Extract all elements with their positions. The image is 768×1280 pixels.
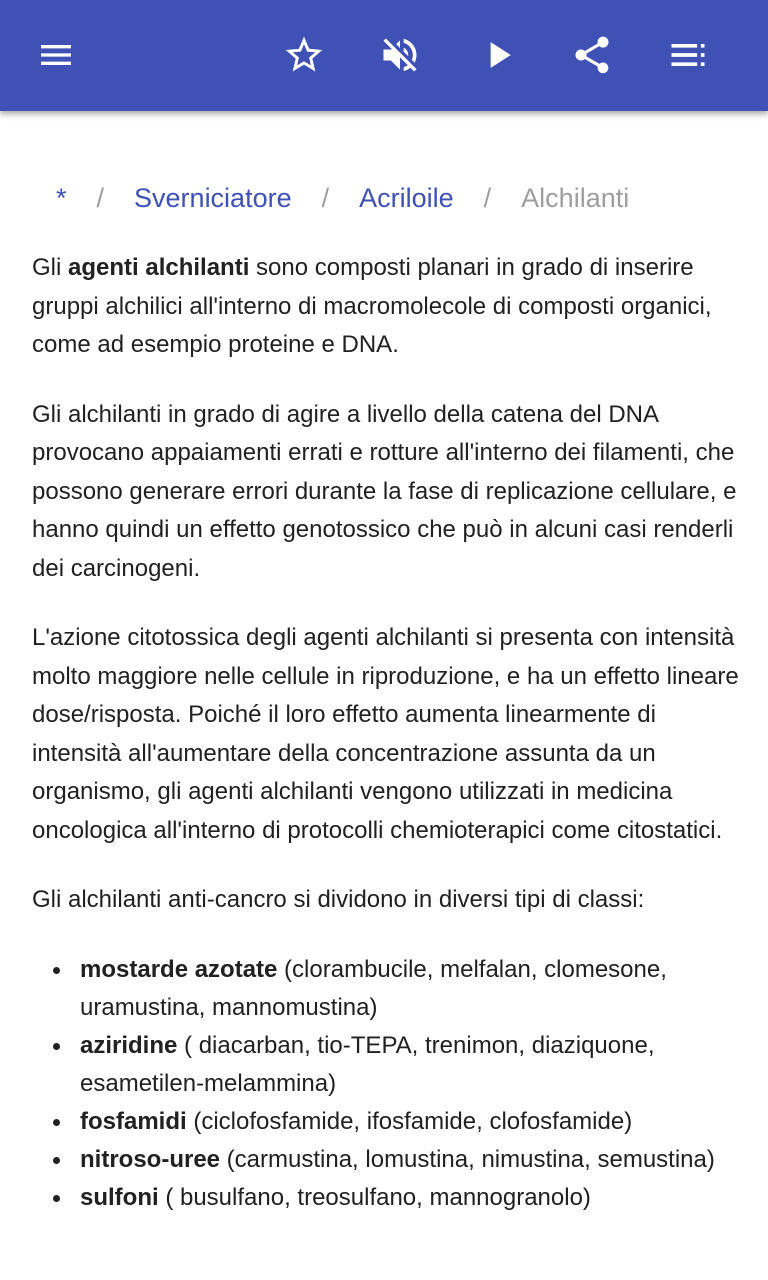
intro-bold-term: agenti alchilanti xyxy=(68,254,250,281)
article-content xyxy=(32,111,744,1280)
intro-paragraph xyxy=(32,249,744,365)
class-examples: ( busulfano, treosulfano, mannogranolo) xyxy=(158,1183,591,1211)
class-examples: ( diacarban, tio-TEPA, trenimon, diaziquone, esametilen-melammina) xyxy=(80,1031,655,1097)
mute-button[interactable] xyxy=(368,23,432,87)
class-name: mostarde azotate xyxy=(80,955,278,983)
play-button[interactable] xyxy=(466,23,530,87)
share-icon xyxy=(570,33,614,77)
menu-icon xyxy=(36,35,76,75)
favorite-button[interactable] xyxy=(272,23,336,87)
class-name: nitroso-uree xyxy=(80,1145,221,1173)
list-item xyxy=(80,1027,744,1103)
list-item xyxy=(80,1179,744,1217)
menu-button[interactable] xyxy=(24,23,88,87)
app-toolbar xyxy=(0,0,768,111)
intro-pre: Gli xyxy=(32,254,68,281)
breadcrumb-separator: / xyxy=(321,183,330,213)
list-icon xyxy=(666,33,710,77)
class-name: aziridine xyxy=(80,1031,178,1059)
breadcrumb-separator: / xyxy=(483,183,492,213)
star-icon xyxy=(282,33,326,77)
list-item xyxy=(80,951,744,1027)
list-item xyxy=(80,1141,744,1179)
class-examples: (clorambucile, melfalan, clomesone, uramustina, mannomustina) xyxy=(80,955,667,1021)
class-name: sulfoni xyxy=(80,1183,159,1211)
breadcrumb-link-acriloile[interactable]: Acriloile xyxy=(359,183,454,213)
list-button[interactable] xyxy=(656,23,720,87)
play-icon xyxy=(476,33,520,77)
classes-intro-paragraph: Gli alchilanti anti-cancro si dividono in diversi tipi di classi: xyxy=(32,886,645,913)
cytotoxic-paragraph: L'azione citotossica degli agenti alchilanti si presenta con intensità molto maggiore nelle cellule in riproduzione, e ha un effetto lineare dose/risposta. Poiché il loro effetto aumenta linearmente di intensità all'aumentare della concentrazione assunta da un organismo, gli agenti alchilanti vengono utilizzati in medicina oncologica all'interno di protocolli chemioterapici come citostatici. xyxy=(32,624,739,844)
breadcrumb-link-sverniciatore[interactable]: Sverniciatore xyxy=(134,183,292,213)
breadcrumb-separator: / xyxy=(96,183,105,213)
breadcrumb xyxy=(32,181,744,215)
intro-post: sono composti planari in grado di inserire gruppi alchilici all'interno di macromolecole di composti organici, come ad esempio proteine e DNA. xyxy=(32,254,712,358)
breadcrumb-current: Alchilanti xyxy=(521,183,630,213)
share-button[interactable] xyxy=(560,23,624,87)
breadcrumb-link-home[interactable]: * xyxy=(56,183,67,213)
genotoxic-paragraph: Gli alchilanti in grado di agire a livello della catena del DNA provocano appaiamenti errati e rotture all'interno dei filamenti, che possono generare errori durante la fase di replicazione cellulare, e hanno quindi un effetto genotossico che può in alcuni casi renderli dei carcinogeni. xyxy=(32,400,737,582)
class-name: fosfamidi xyxy=(80,1107,187,1135)
list-item xyxy=(80,1103,744,1141)
volume-off-icon xyxy=(378,33,422,77)
class-examples: (ciclofosfamide, ifosfamide, clofosfamide) xyxy=(186,1107,633,1135)
class-examples: (carmustina, lomustina, nimustina, semustina) xyxy=(220,1145,715,1173)
classes-list xyxy=(32,951,744,1217)
